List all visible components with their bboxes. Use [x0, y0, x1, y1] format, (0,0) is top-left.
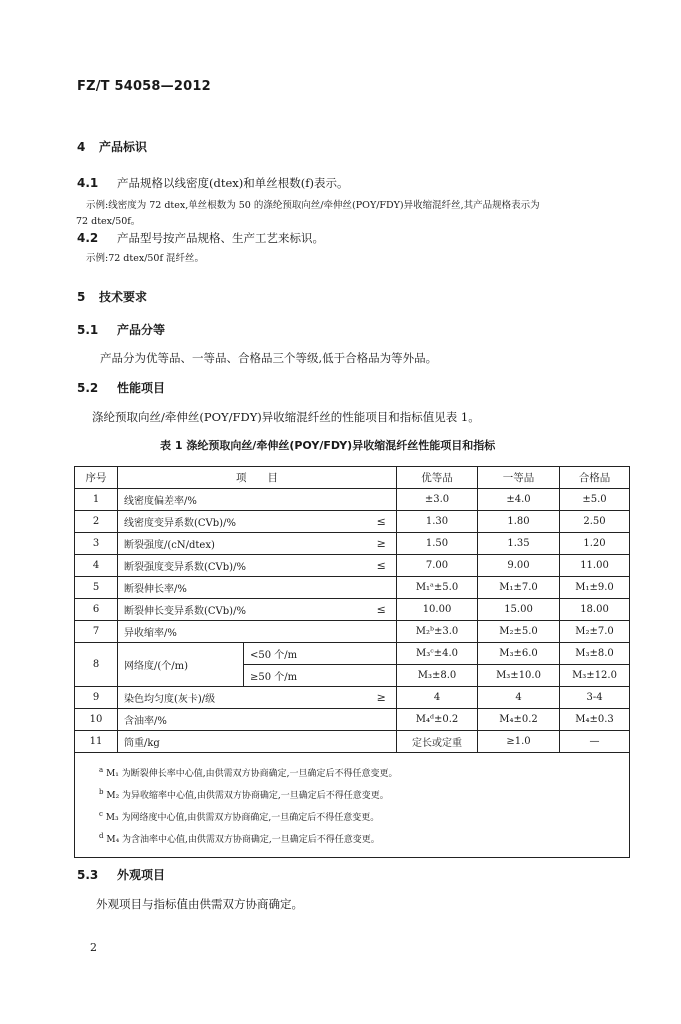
clause-5-1-heading: [77, 321, 165, 338]
clause-4-2: [77, 230, 324, 246]
row-item: 异收缩率/%: [118, 621, 367, 643]
row-seq: 4: [75, 555, 118, 577]
row-seq: 11: [75, 731, 118, 753]
clause-text: 产品规格以线密度(dtex)和单丝根数(f)表示。: [117, 176, 349, 190]
value-premium: M₃ᶜ±4.0: [397, 643, 478, 665]
value-first: ≥1.0: [478, 731, 560, 753]
row-item: 断裂伸长变异系数(CVb)/%: [118, 599, 367, 621]
value-premium: 10.00: [397, 599, 478, 621]
section-5-heading: [77, 288, 147, 305]
value-qualified: 18.00: [560, 599, 630, 621]
clause-5-1-text: 产品分为优等品、一等品、合格品三个等级,低于合格品为等外品。: [100, 351, 438, 365]
row-comparator: [367, 709, 397, 731]
value-first: M₂±5.0: [478, 621, 560, 643]
table-caption: 表 1 涤纶预取向丝/牵伸丝(POY/FDY)异收缩混纤丝性能项目和指标: [160, 439, 496, 452]
clause-number: 5.2: [77, 381, 99, 395]
row-item: 网络度/(个/m): [118, 643, 244, 687]
value-first: M₄±0.2: [478, 709, 560, 731]
header-qualified-grade: 合格品: [560, 467, 630, 489]
table-note: $^c$ M₃ 为网络度中心值,由供需双方协商确定,一旦确定后不得任意变更。: [99, 810, 380, 823]
clause-title: 性能项目: [117, 381, 166, 395]
example-4-2: 示例:72 dtex/50f 混纤丝。: [86, 253, 205, 264]
table-row: [75, 511, 630, 533]
value-premium: 4: [397, 687, 478, 709]
row-subitem: ≥50 个/m: [244, 665, 397, 687]
clause-5-3-text: 外观项目与指标值由供需双方协商确定。: [96, 897, 303, 911]
row-seq: 1: [75, 489, 118, 511]
value-qualified: M₁±9.0: [560, 577, 630, 599]
row-seq: 5: [75, 577, 118, 599]
table-note: $^a$ M₁ 为断裂伸长率中心值,由供需双方协商确定,一旦确定后不得任意变更。: [99, 766, 398, 779]
section-number: 5: [77, 290, 86, 304]
value-qualified: M₂±7.0: [560, 621, 630, 643]
value-first: M₁±7.0: [478, 577, 560, 599]
table-row: [75, 621, 630, 643]
value-first: M₃±10.0: [478, 665, 560, 687]
row-seq: 8: [75, 643, 118, 687]
section-number: 4: [77, 140, 86, 154]
value-qualified: ±5.0: [560, 489, 630, 511]
row-item: 断裂强度变异系数(CVb)/%: [118, 555, 367, 577]
value-premium: M₂ᵇ±3.0: [397, 621, 478, 643]
clause-number: 4.2: [77, 231, 99, 245]
clause-title: 外观项目: [117, 868, 166, 882]
clause-5-2-heading: [77, 379, 165, 396]
clause-5-3-heading: [77, 866, 165, 883]
value-first: ±4.0: [478, 489, 560, 511]
value-first: 15.00: [478, 599, 560, 621]
example-4-1-line1: 示例:线密度为 72 dtex,单丝根数为 50 的涤纶预取向丝/牵伸丝(POY/FDY)异收缩混纤丝,其产品规格表示为: [86, 200, 540, 211]
table-note: $^d$ M₄ 为含油率中心值,由供需双方协商确定,一旦确定后不得任意变更。: [99, 832, 380, 845]
table-row: [75, 643, 630, 665]
row-comparator: ≥: [367, 687, 397, 709]
clause-title: 产品分等: [117, 323, 166, 337]
row-seq: 7: [75, 621, 118, 643]
row-subitem: <50 个/m: [244, 643, 397, 665]
value-qualified: 2.50: [560, 511, 630, 533]
row-seq: 3: [75, 533, 118, 555]
table-row: [75, 709, 630, 731]
value-premium: 1.30: [397, 511, 478, 533]
performance-table: [74, 466, 630, 858]
table-header-row: [75, 467, 630, 489]
clause-text: 产品型号按产品规格、生产工艺来标识。: [117, 231, 324, 245]
row-comparator: [367, 489, 397, 511]
row-item: 断裂伸长率/%: [118, 577, 367, 599]
row-item: 线密度变异系数(CVb)/%: [118, 511, 367, 533]
value-qualified: M₄±0.3: [560, 709, 630, 731]
row-comparator: [367, 577, 397, 599]
value-premium: 7.00: [397, 555, 478, 577]
row-item: 筒重/kg: [118, 731, 367, 753]
section-4-heading: [77, 138, 147, 155]
value-qualified: M₃±8.0: [560, 643, 630, 665]
clause-5-2-text: 涤纶预取向丝/牵伸丝(POY/FDY)异收缩混纤丝的性能项目和指标值见表 1。: [92, 410, 480, 424]
value-qualified: 1.20: [560, 533, 630, 555]
value-first: 1.80: [478, 511, 560, 533]
row-seq: 2: [75, 511, 118, 533]
table-row: [75, 599, 630, 621]
row-seq: 9: [75, 687, 118, 709]
value-qualified: M₃±12.0: [560, 665, 630, 687]
value-first: 1.35: [478, 533, 560, 555]
row-comparator: ≤: [367, 599, 397, 621]
value-premium: M₃±8.0: [397, 665, 478, 687]
value-premium: M₄ᵈ±0.2: [397, 709, 478, 731]
value-first: 9.00: [478, 555, 560, 577]
value-premium: 1.50: [397, 533, 478, 555]
example-4-1-line2: 72 dtex/50f。: [76, 216, 141, 227]
row-comparator: ≥: [367, 533, 397, 555]
value-premium: 定长或定重: [397, 731, 478, 753]
table-row: [75, 687, 630, 709]
page-number: 2: [90, 941, 97, 954]
table-notes-row: [75, 753, 630, 858]
clause-number: 4.1: [77, 176, 99, 190]
value-qualified: —: [560, 731, 630, 753]
header-item: 项 目: [118, 467, 397, 489]
row-seq: 10: [75, 709, 118, 731]
row-comparator: ≤: [367, 511, 397, 533]
table-notes: [75, 753, 630, 858]
row-comparator: [367, 621, 397, 643]
row-item: 染色均匀度(灰卡)/级: [118, 687, 367, 709]
table-row: [75, 731, 630, 753]
table-row: [75, 489, 630, 511]
clause-4-1: [77, 175, 348, 191]
clause-number: 5.1: [77, 323, 99, 337]
row-comparator: [367, 731, 397, 753]
header-seq: 序号: [75, 467, 118, 489]
table-row: [75, 533, 630, 555]
row-comparator: ≤: [367, 555, 397, 577]
clause-number: 5.3: [77, 868, 99, 882]
row-seq: 6: [75, 599, 118, 621]
row-item: 断裂强度/(cN/dtex): [118, 533, 367, 555]
row-item: 线密度偏差率/%: [118, 489, 367, 511]
section-title: 产品标识: [99, 140, 148, 154]
value-premium: ±3.0: [397, 489, 478, 511]
section-title: 技术要求: [99, 290, 148, 304]
standard-code: FZ/T 54058—2012: [77, 79, 211, 94]
value-first: 4: [478, 687, 560, 709]
table-row: [75, 555, 630, 577]
header-premium-grade: 优等品: [397, 467, 478, 489]
value-premium: M₁ᵃ±5.0: [397, 577, 478, 599]
value-qualified: 3-4: [560, 687, 630, 709]
value-first: M₃±6.0: [478, 643, 560, 665]
header-first-grade: 一等品: [478, 467, 560, 489]
row-item: 含油率/%: [118, 709, 367, 731]
table-row: [75, 577, 630, 599]
value-qualified: 11.00: [560, 555, 630, 577]
table-note: $^b$ M₂ 为异收缩率中心值,由供需双方协商确定,一旦确定后不得任意变更。: [99, 788, 389, 801]
